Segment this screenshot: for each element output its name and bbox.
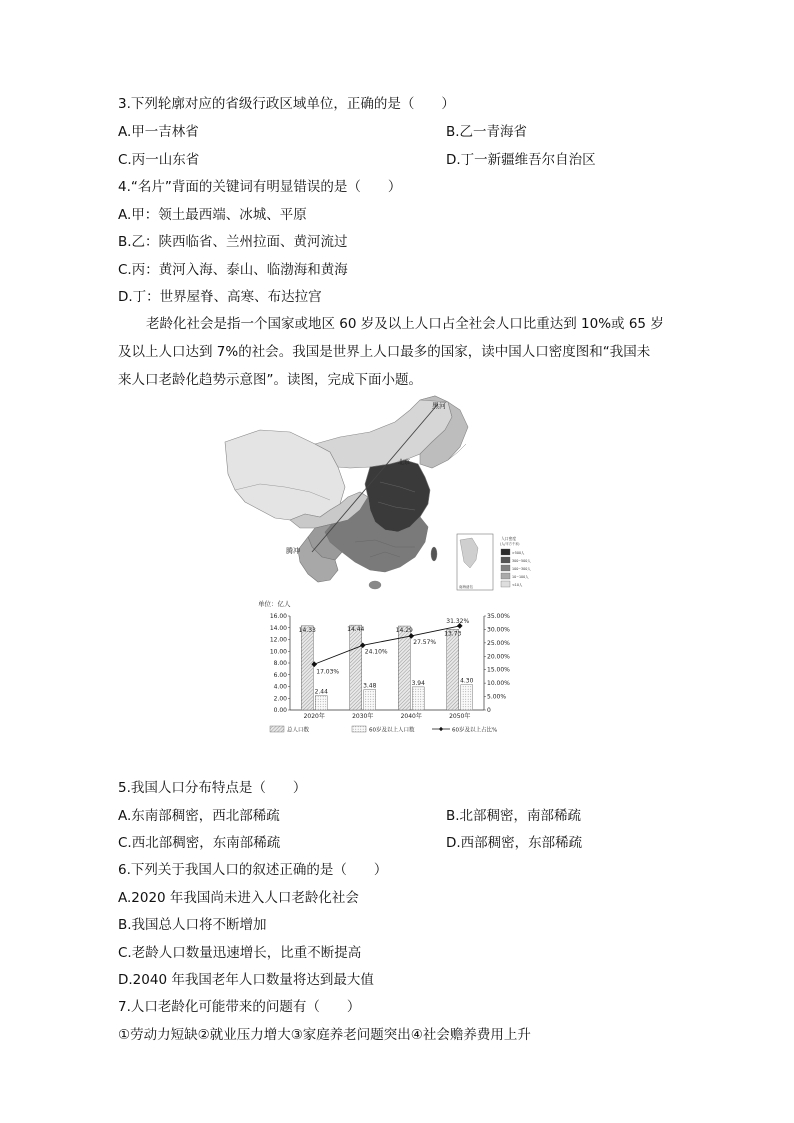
y-left-tick-label: 16.00 (269, 613, 287, 620)
y-left-tick-label: 0.00 (273, 707, 287, 714)
q3-option-d: D.丁一新疆维吾尔自治区 (446, 152, 596, 168)
inset-label: 南海诸岛 (459, 585, 473, 589)
bar-elderly (315, 696, 327, 710)
legend-swatch (501, 557, 510, 563)
q3-option-b: B.乙一青海省 (446, 124, 528, 140)
q5-option-a: A.东南部稠密，西北部稀疏 (118, 808, 280, 824)
y-left-tick-label: 4.00 (273, 683, 287, 691)
q6-option-b: B.我国总人口将不断增加 (118, 917, 267, 933)
legend-label: 100~300人 (512, 566, 531, 571)
q5-option-d: D.西部稠密，东部稀疏 (446, 835, 583, 851)
x-tick-label: 2020年 (303, 713, 325, 720)
legend-label-elderly: 60岁及以上人口数 (369, 727, 415, 734)
legend-title: 人口密度 (501, 536, 517, 541)
chart-line (311, 618, 469, 675)
q4-stem: 4.“名片”背面的关键词有明显错误的是（ ） (118, 179, 402, 195)
y-right-tick-label: 0 (487, 707, 491, 714)
bar-elderly-label: 4.30 (460, 677, 474, 685)
legend-unit: (人/平方千米) (500, 542, 520, 546)
intro-line-2: 及以上人口达到 7%的社会。我国是世界上人口最多的国家，读中国人口密度图和“我国未 (118, 344, 651, 360)
legend-swatch-total (270, 726, 284, 732)
map-hainan (369, 581, 381, 589)
legend-swatch (501, 573, 510, 579)
bar-elderly-label: 3.48 (363, 682, 377, 690)
chart-legend (270, 726, 497, 734)
y-right-tick-label: 15.00% (487, 666, 510, 674)
y-left-tick-label: 6.00 (273, 671, 287, 679)
line-point-label: 27.57% (413, 638, 437, 646)
legend-rows (501, 549, 531, 587)
legend-label-ratio: 60岁及以上占比% (452, 727, 498, 734)
bar-total (398, 626, 410, 710)
bar-total-label: 13.73 (444, 630, 462, 638)
y-left-tick-label: 12.00 (269, 636, 287, 644)
legend-swatch (501, 565, 510, 571)
legend-label: 300~500人 (512, 558, 531, 563)
y-right-tick-label: 25.00% (487, 639, 510, 647)
y-right-tick-label: 20.00% (487, 653, 510, 661)
x-tick-label: 2030年 (352, 713, 374, 720)
q6-option-a: A.2020 年我国尚未进入人口老龄化社会 (118, 890, 359, 906)
bar-total (447, 629, 459, 710)
x-tick-label: 2040年 (400, 713, 422, 720)
bar-total (301, 626, 313, 710)
q4-option-d: D.丁：世界屋脊、高寒、布达拉宫 (118, 289, 322, 305)
y-right-tick-label: 35.00% (487, 613, 510, 620)
label-heihe: 黑河 (432, 402, 446, 410)
y-left-tick-label: 2.00 (273, 695, 287, 703)
intro-line-1: 老龄化社会是指一个国家或地区 60 岁及以上人口占全社会人口比重达到 10%或 65 岁 (146, 316, 664, 332)
q6-option-d: D.2040 年我国老年人口数量将达到最大值 (118, 972, 374, 988)
x-tick-label: 2050年 (449, 713, 471, 720)
legend-marker-ratio (439, 727, 443, 731)
bar-total-label: 14.33 (298, 626, 316, 634)
q6-stem: 6.下列关于我国人口的叙述正确的是（ ） (118, 862, 388, 878)
q3-stem: 3.下列轮廓对应的省级行政区域单位，正确的是（ ） (118, 96, 455, 112)
bar-elderly-label: 2.44 (314, 688, 328, 696)
line-point-label: 31.32% (446, 617, 470, 625)
bar-elderly (412, 687, 424, 710)
q7-stem: 7.人口老龄化可能带来的问题有（ ） (118, 999, 361, 1015)
label-tengchong: 腾冲 (286, 547, 300, 555)
label-beijing: 北京 (398, 459, 411, 466)
legend-label: <10人 (512, 582, 523, 587)
y-right-tick-label: 30.00% (487, 626, 510, 634)
q3-option-a: A.甲一吉林省 (118, 124, 199, 140)
y-left-tick-label: 10.00 (269, 648, 287, 656)
line-point-label: 17.03% (316, 668, 340, 676)
legend-label: 10~100人 (512, 574, 529, 579)
y-left-tick-label: 8.00 (273, 660, 287, 667)
bar-total (350, 625, 362, 710)
q4-option-b: B.乙：陕西临省、兰州拉面、黄河流过 (118, 234, 348, 250)
q7-options: ①劳动力短缺②就业压力增大③家庭养老问题突出④社会赡养费用上升 (118, 1027, 531, 1043)
q3-option-c: C.丙一山东省 (118, 152, 200, 168)
population-density-map (220, 392, 531, 602)
aging-trend-chart (252, 598, 552, 746)
legend-swatch (501, 549, 510, 555)
line-ratio (314, 626, 460, 664)
q4-option-a: A.甲：领土最西端、冰城、平原 (118, 207, 307, 223)
map-taiwan (431, 547, 437, 561)
q6-option-c: C.老龄人口数量迅速增长，比重不断提高 (118, 945, 362, 961)
intro-line-3: 来人口老龄化趋势示意图”。读图，完成下面小题。 (118, 372, 422, 388)
legend-swatch (501, 581, 510, 587)
q5-option-c: C.西北部稠密，东南部稀疏 (118, 835, 281, 851)
q5-stem: 5.我国人口分布特点是（ ） (118, 780, 307, 796)
bar-elderly-label: 3.94 (411, 679, 425, 687)
bar-total-label: 14.29 (395, 627, 413, 635)
bar-elderly (364, 690, 376, 710)
y-left-tick-label: 14.00 (269, 624, 287, 632)
y-right-tick-label: 10.00% (487, 680, 510, 688)
bar-total-label: 14.44 (347, 626, 365, 634)
line-point-label: 24.10% (364, 648, 388, 656)
y-right-tick-label: 5.00% (487, 693, 507, 701)
legend-label-total: 总人口数 (287, 727, 310, 734)
legend-swatch-elderly (352, 726, 366, 732)
chart-unit-label: 单位：亿人 (258, 600, 291, 608)
bar-elderly (461, 685, 473, 710)
q4-option-c: C.丙：黄河入海、泰山、临渤海和黄海 (118, 262, 348, 278)
q5-option-b: B.北部稠密，南部稀疏 (446, 808, 582, 824)
legend-label: >500人 (512, 550, 525, 555)
